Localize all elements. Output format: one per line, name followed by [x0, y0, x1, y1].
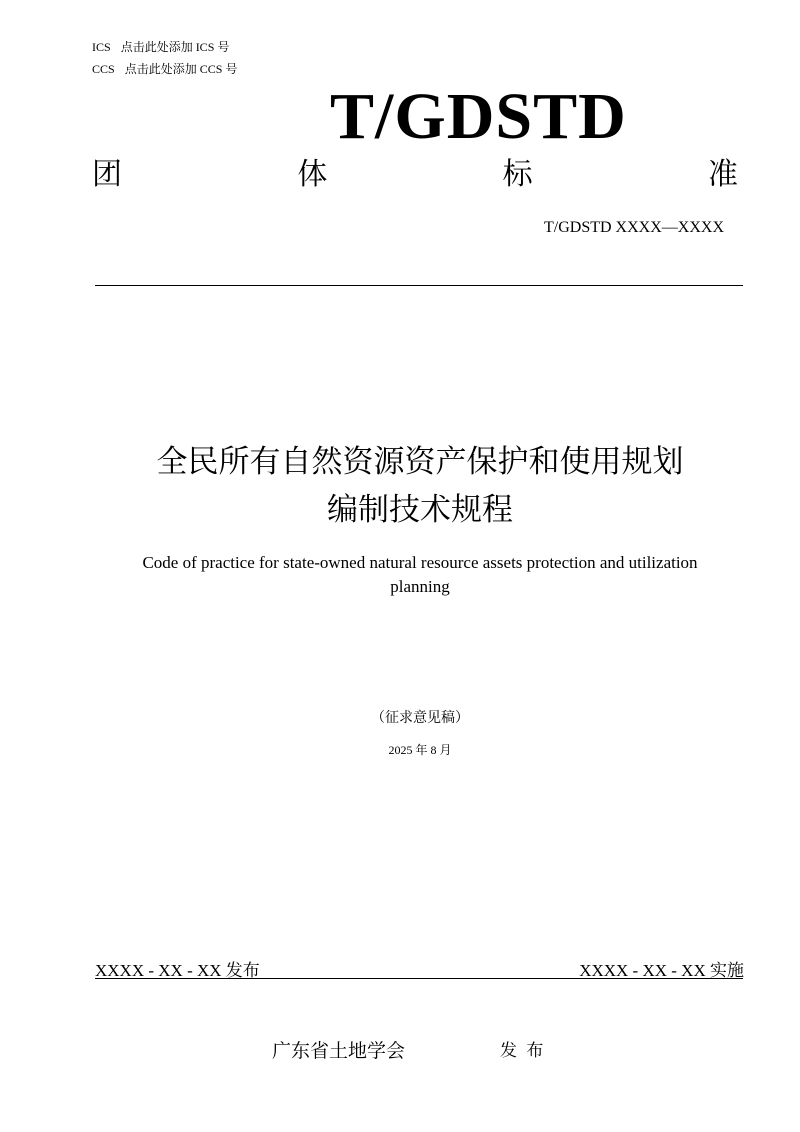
- implementation-date: XXXX - XX - XX 实施: [579, 961, 744, 980]
- ccs-line: [92, 60, 237, 77]
- chinese-title: [0, 438, 800, 534]
- draft-date: 2025 年 8 月: [388, 743, 452, 757]
- ics-label: ICS: [92, 40, 111, 54]
- standard-type: [92, 153, 738, 197]
- standard-type-char: 体: [297, 157, 328, 192]
- english-title-line-2: planning: [390, 577, 450, 596]
- issue-date: XXXX - XX - XX 发布: [95, 961, 260, 980]
- ics-line: [92, 38, 229, 55]
- english-title-line-1: Code of practice for state-owned natural resource assets protection and utilization: [142, 553, 698, 572]
- ics-placeholder[interactable]: 点击此处添加 ICS 号: [120, 40, 230, 54]
- ccs-label: CCS: [92, 62, 115, 76]
- standard-type-char: 准: [707, 157, 738, 192]
- document-number: T/GDSTD XXXX—XXXX: [544, 219, 724, 236]
- chinese-title-line-1: 全民所有自然资源资产保护和使用规划: [156, 444, 684, 480]
- ccs-placeholder[interactable]: 点击此处添加 CCS 号: [124, 62, 238, 76]
- standard-type-char: 团: [92, 157, 122, 192]
- chinese-title-line-2: 编制技术规程: [327, 492, 513, 528]
- standard-logo: T/GDSTD: [330, 80, 627, 153]
- english-title: [80, 551, 760, 599]
- publisher-name: 广东省土地学会: [272, 1040, 406, 1062]
- draft-stage: （征求意见稿）: [371, 711, 469, 726]
- bottom-divider: [95, 978, 743, 979]
- standard-type-char: 标: [502, 157, 533, 192]
- top-divider: [95, 285, 743, 286]
- publish-label: 发 布: [500, 1041, 546, 1061]
